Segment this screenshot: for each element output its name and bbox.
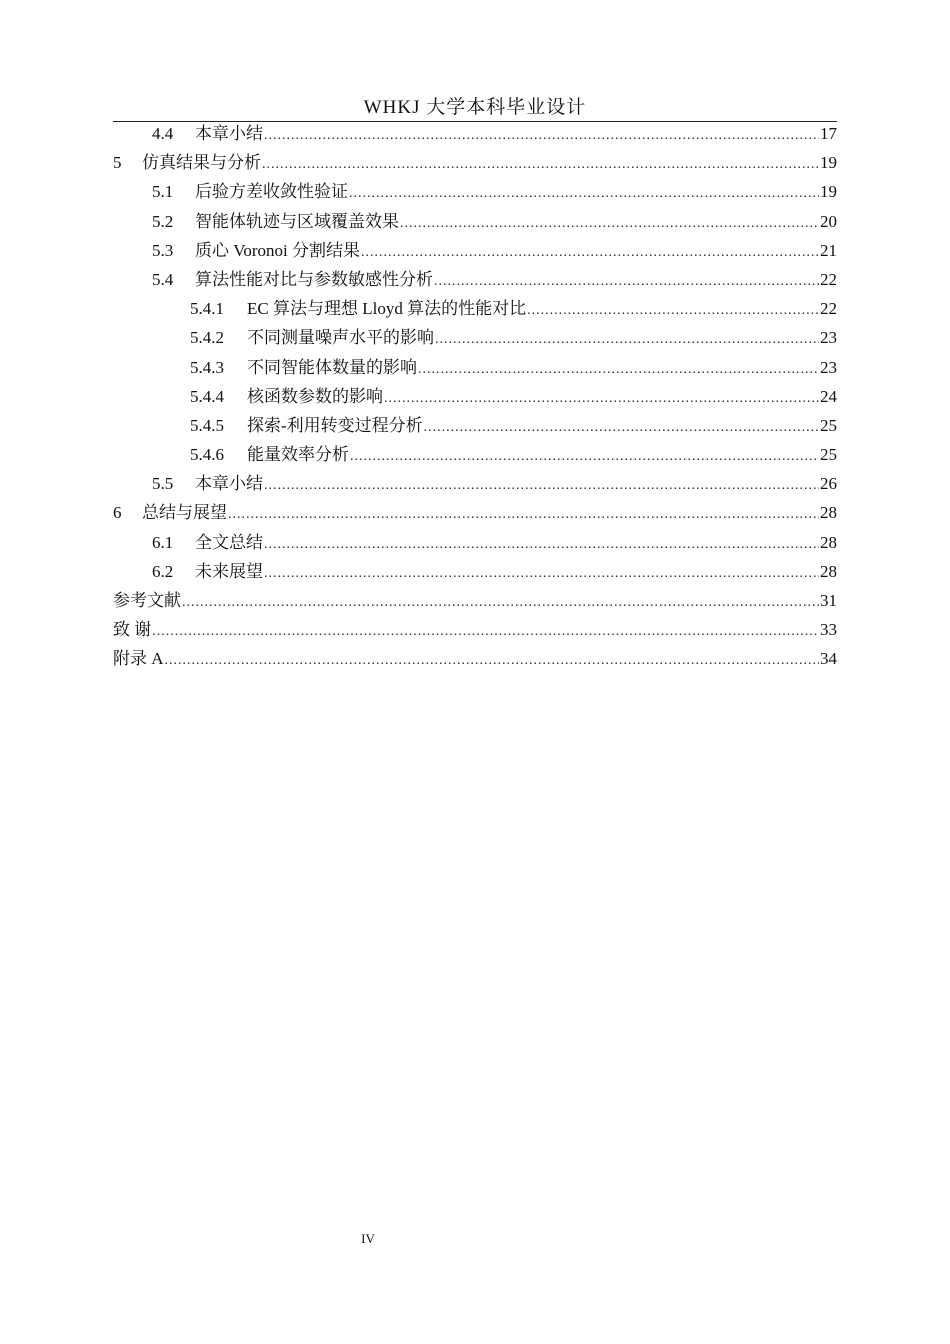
toc-entry[interactable] xyxy=(113,119,837,148)
toc-entry-title: 总结与展望 xyxy=(142,503,227,523)
toc-entry[interactable] xyxy=(113,528,837,557)
toc-entry-page: 34 xyxy=(820,649,837,669)
toc-entry-number: 5.4.6 xyxy=(190,445,224,465)
toc-entry-number: 5.4.2 xyxy=(190,328,224,348)
toc-entry-page: 26 xyxy=(820,474,837,494)
toc-entry-page: 20 xyxy=(820,211,837,231)
toc-dot-leader xyxy=(228,500,819,529)
toc-entry[interactable] xyxy=(113,236,837,265)
toc-entry-page: 28 xyxy=(820,561,837,581)
toc-entry[interactable] xyxy=(113,148,837,177)
toc-entry-page: 31 xyxy=(820,591,837,610)
toc-dot-leader xyxy=(435,325,819,354)
toc-entry-title: EC 算法与理想 Lloyd 算法的性能对比 xyxy=(247,299,527,319)
toc-dot-leader xyxy=(262,150,819,179)
toc-entry-number: 5.5 xyxy=(152,474,174,494)
toc-entry-page: 19 xyxy=(820,153,837,173)
toc-entry[interactable] xyxy=(113,469,837,498)
toc-dot-leader xyxy=(400,209,819,238)
toc-entry-number: 5.4.3 xyxy=(190,357,224,377)
toc-dot-leader xyxy=(527,296,819,325)
toc-dot-leader xyxy=(264,559,819,588)
toc-entry-title: 探索-利用转变过程分析 xyxy=(247,415,423,435)
toc-entry-title: 智能体轨迹与区域覆盖效果 xyxy=(195,211,399,231)
toc-entry-number: 4.4 xyxy=(152,124,174,143)
toc-dot-leader xyxy=(264,471,819,500)
toc-entry-page: 17 xyxy=(820,124,837,143)
toc-entry-number: 5.3 xyxy=(152,240,174,260)
toc-entry-page: 28 xyxy=(820,503,837,523)
toc-entry-title: 能量效率分析 xyxy=(247,445,349,465)
toc-dot-leader xyxy=(165,646,819,675)
toc-entry[interactable] xyxy=(113,498,837,527)
toc-entry-number: 5.1 xyxy=(152,182,174,202)
toc-entry-number: 5 xyxy=(113,153,122,173)
toc-entry-number: 6.1 xyxy=(152,532,174,552)
toc-entry-number: 6.2 xyxy=(152,561,174,581)
toc-dot-leader xyxy=(424,413,819,442)
toc-entry-title: 致 谢 xyxy=(113,620,152,640)
toc-dot-leader xyxy=(434,267,819,296)
toc-dot-leader xyxy=(264,530,819,559)
toc-dot-leader xyxy=(350,442,819,471)
toc-entry-page: 28 xyxy=(820,532,837,552)
toc-entry-page: 23 xyxy=(820,328,837,348)
table-of-contents xyxy=(113,119,837,674)
toc-dot-leader xyxy=(349,179,819,208)
toc-entry-page: 22 xyxy=(820,299,837,319)
toc-entry[interactable] xyxy=(113,353,837,382)
toc-entry-number: 5.4 xyxy=(152,269,174,289)
toc-entry[interactable] xyxy=(113,265,837,294)
toc-entry-title: 不同测量噪声水平的影响 xyxy=(247,328,434,348)
toc-entry-number: 5.2 xyxy=(152,211,174,231)
toc-entry-page: 25 xyxy=(820,445,837,465)
toc-entry[interactable] xyxy=(113,411,837,440)
toc-entry-page: 23 xyxy=(820,357,837,377)
toc-entry-title: 本章小结 xyxy=(195,124,263,143)
toc-entry[interactable] xyxy=(113,382,837,411)
toc-entry-number: 5.4.5 xyxy=(190,415,224,435)
page-number-footer: IV xyxy=(361,1231,375,1246)
toc-entry-page: 19 xyxy=(820,182,837,202)
toc-entry[interactable] xyxy=(113,207,837,236)
toc-dot-leader xyxy=(418,355,819,384)
toc-dot-leader xyxy=(152,617,819,646)
toc-entry-number: 6 xyxy=(113,503,122,523)
toc-entry-title: 全文总结 xyxy=(195,532,263,552)
toc-entry-title: 核函数参数的影响 xyxy=(247,386,383,406)
toc-dot-leader xyxy=(384,384,819,413)
toc-entry-page: 24 xyxy=(820,386,837,406)
toc-entry-number: 5.4.1 xyxy=(190,299,224,319)
toc-entry[interactable] xyxy=(113,323,837,352)
toc-entry-title: 本章小结 xyxy=(195,474,263,494)
toc-entry-title: 后验方差收敛性验证 xyxy=(195,182,348,202)
toc-dot-leader xyxy=(182,588,819,617)
toc-entry-title: 算法性能对比与参数敏感性分析 xyxy=(195,269,433,289)
toc-entry-page: 33 xyxy=(820,620,837,640)
toc-entry[interactable] xyxy=(113,177,837,206)
toc-entry[interactable] xyxy=(113,615,837,644)
toc-entry-title: 仿真结果与分析 xyxy=(142,153,261,173)
toc-entry[interactable] xyxy=(113,557,837,586)
toc-entry[interactable] xyxy=(113,294,837,323)
toc-entry-title: 参考文献 xyxy=(113,591,181,610)
toc-dot-leader xyxy=(361,238,819,267)
toc-dot-leader xyxy=(264,121,819,150)
toc-entry-title: 质心 Voronoi 分割结果 xyxy=(195,240,360,260)
toc-entry[interactable] xyxy=(113,586,837,615)
toc-entry[interactable] xyxy=(113,440,837,469)
toc-entry-title: 未来展望 xyxy=(195,561,263,581)
page-header-title: WHKJ 大学本科毕业设计 xyxy=(363,97,587,118)
toc-entry[interactable] xyxy=(113,644,837,673)
toc-entry-number: 5.4.4 xyxy=(190,386,224,406)
toc-entry-title: 附录 A xyxy=(113,649,164,669)
toc-entry-page: 25 xyxy=(820,415,837,435)
toc-entry-page: 21 xyxy=(820,240,837,260)
toc-entry-page: 22 xyxy=(820,269,837,289)
toc-entry-title: 不同智能体数量的影响 xyxy=(247,357,417,377)
